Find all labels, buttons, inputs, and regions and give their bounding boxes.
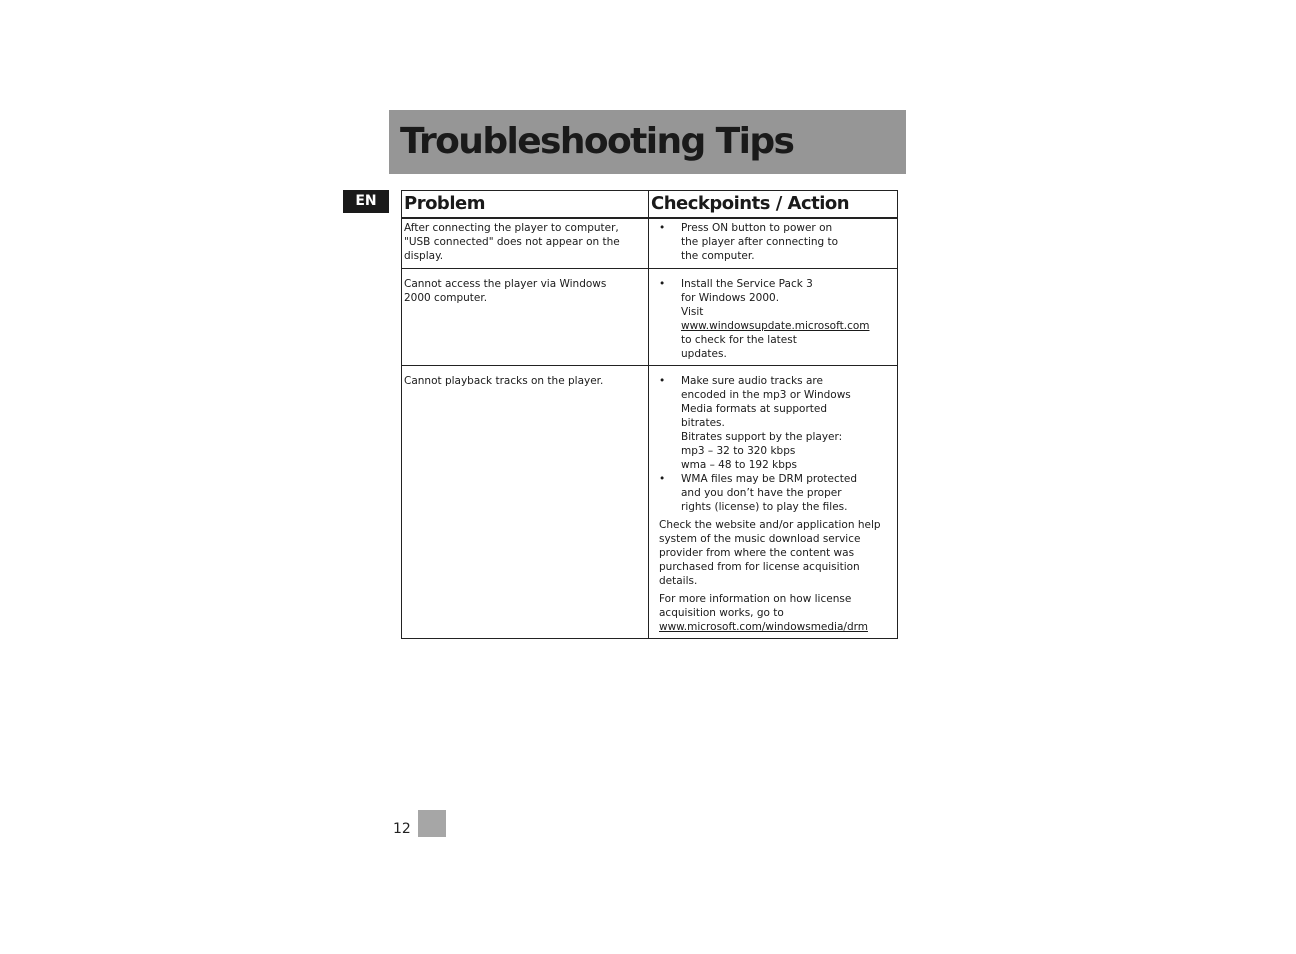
action-list	[659, 221, 889, 263]
action-cell	[649, 365, 898, 638]
action-text: wma – 48 to 192 kbps	[681, 458, 798, 471]
table-row	[402, 365, 898, 638]
windowsmedia-drm-link[interactable]: www.microsoft.com/windowsmedia/drm	[659, 620, 868, 633]
title-bar	[389, 110, 906, 174]
action-text: WMA files may be DRM protected and you don’t have the proper rights (license) to play the files.	[681, 472, 857, 513]
problem-cell: After connecting the player to computer, "USB connected" does not appear on the display.	[402, 218, 649, 268]
list-item	[659, 221, 889, 263]
table-row	[402, 218, 898, 268]
action-list	[659, 374, 889, 514]
action-list	[659, 277, 889, 361]
troubleshooting-table	[401, 190, 898, 639]
list-item	[659, 374, 889, 472]
license-note: Check the website and/or application help system of the music download service provider from where the content was purchased from for license acquisition details.	[659, 518, 881, 587]
page-marker	[418, 810, 446, 837]
list-item	[659, 472, 889, 514]
page-title: Troubleshooting Tips	[400, 121, 794, 162]
header-problem: Problem	[402, 191, 649, 219]
more-info-note	[659, 592, 889, 634]
problem-text: Cannot access the player via Windows 2000 computer.	[404, 277, 607, 304]
table-header-row	[402, 191, 898, 219]
action-text: Make sure audio tracks are encoded in the mp3 or Windows Media formats at supported bitrates.	[681, 374, 851, 429]
action-cell	[649, 218, 898, 268]
action-text: mp3 – 32 to 320 kbps	[681, 444, 796, 457]
action-text: Install the Service Pack 3 for Windows 2000.	[681, 277, 813, 304]
table-row	[402, 268, 898, 365]
action-text: Bitrates support by the player:	[681, 430, 843, 443]
bullet-icon: •	[659, 472, 666, 485]
header-action: Checkpoints / Action	[649, 191, 898, 219]
page-number: 12	[393, 821, 411, 837]
bullet-icon: •	[659, 374, 666, 387]
language-tab: EN	[343, 190, 389, 213]
action-cell	[649, 268, 898, 365]
action-text: to check for the latest updates.	[681, 333, 797, 360]
action-text: Visit	[681, 305, 704, 318]
more-info-text: For more information on how license acquisition works, go to	[659, 592, 852, 619]
action-text: Press ON button to power on the player after connecting to the computer.	[681, 222, 839, 262]
problem-cell	[402, 268, 649, 365]
list-item	[659, 277, 889, 361]
bullet-icon: •	[659, 277, 666, 290]
bullet-icon: •	[659, 222, 666, 234]
problem-cell: Cannot playback tracks on the player.	[402, 365, 649, 638]
windowsupdate-link[interactable]: www.windowsupdate.microsoft.com	[681, 319, 870, 332]
